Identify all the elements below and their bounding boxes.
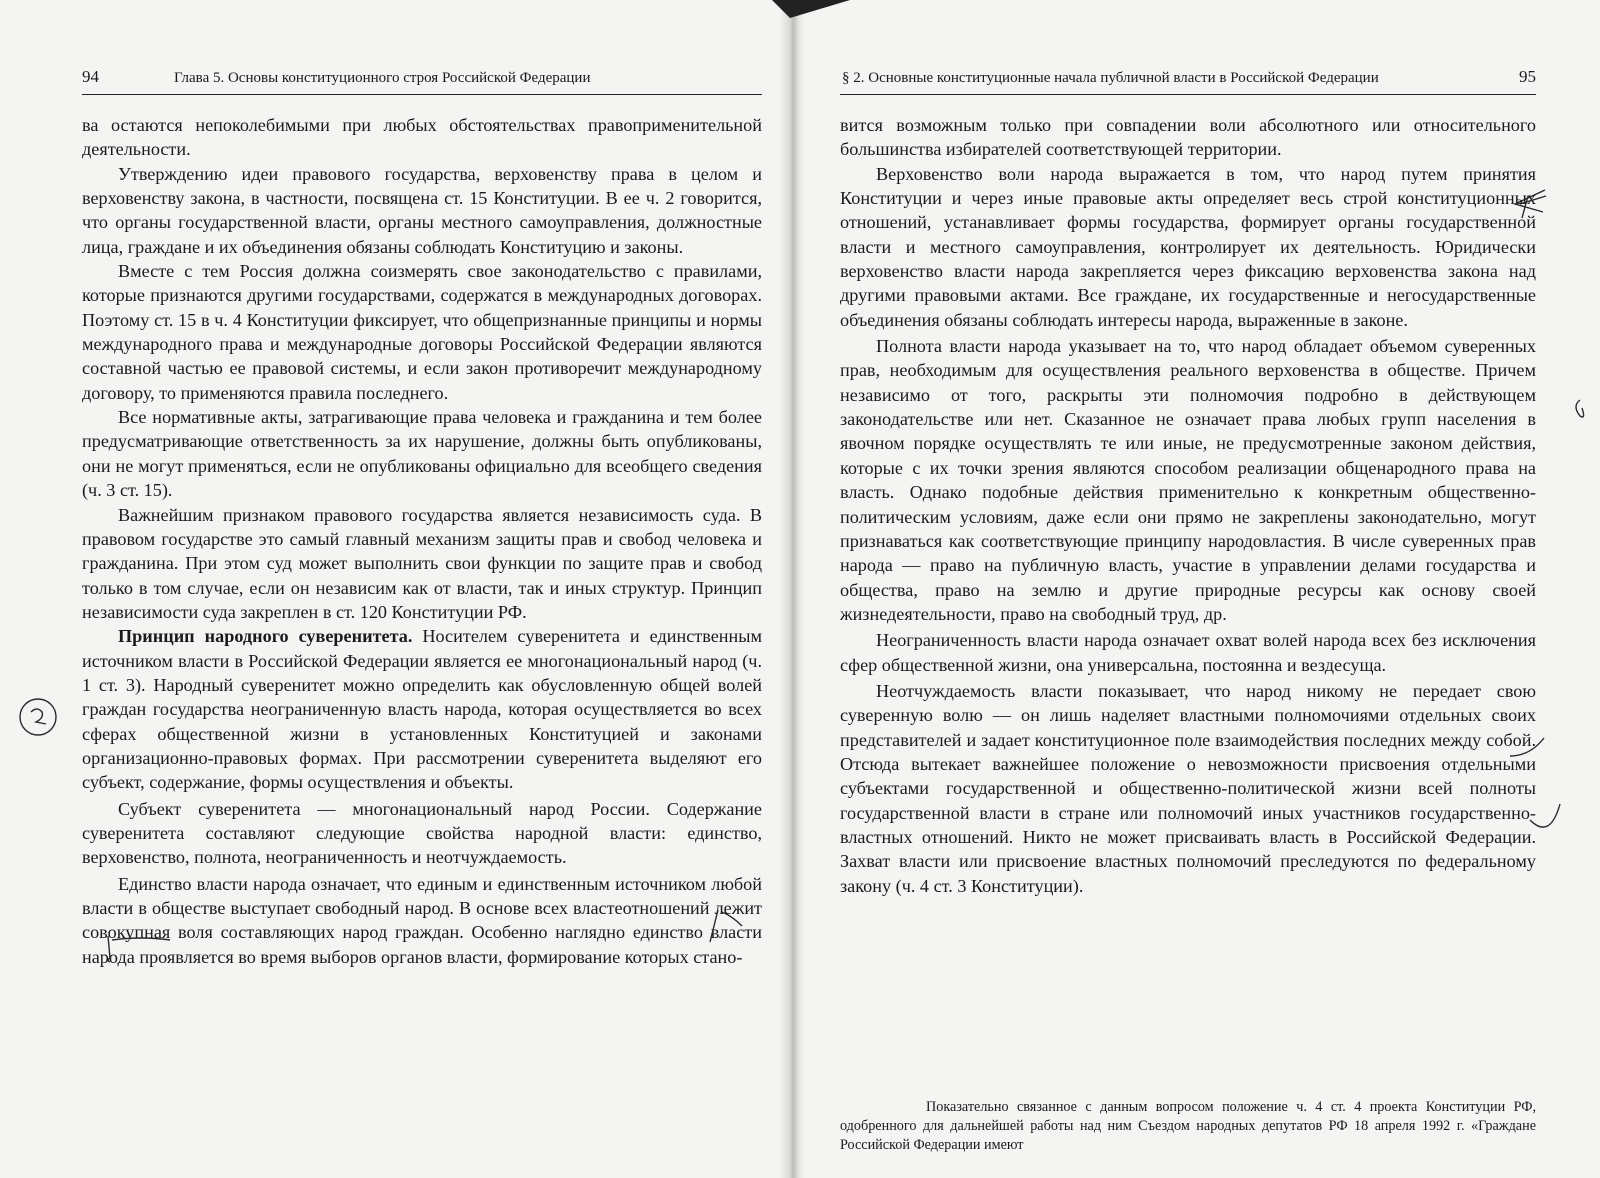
left-page-header xyxy=(82,66,762,95)
right-page-header xyxy=(840,66,1536,95)
paragraph: Важнейшим признаком правового государства является независимость суда. В правовом государстве это самый главный механизм защиты прав и свобод человека и гражданина. При этом суд может выполнить свои функции по защите прав и свобод только в том случае, если он независим как от власти, так и иных структур. Принцип независимости суда закреплен в ст. 120 Конституции РФ. xyxy=(82,504,762,622)
paragraph: Субъект суверенитета — многонациональный народ России. Содержание суверенитета составляют следующие свойства народной власти: единство, верховенство, полнота, неограниченность и неотчуждаемость. xyxy=(82,798,762,868)
paragraph: Все нормативные акты, затрагивающие права человека и гражданина и тем более предусматривающие ответственность за их нарушение, должны быть опубликованы, они не могут применяться, если не опубликованы официально для всеобщего сведения (ч. 3 ст. 15). xyxy=(82,407,762,501)
right-page-body xyxy=(840,113,1536,898)
paragraph-text: Носителем суверенитета и единственным источником власти в Российской Федерации является ее многонациональный народ (ч. 1 ст. 3). Народный суверенитет можно определить как обусловленную общей волей граждан государства неограниченную власть народа, которая осуществляется во всех сферах общественной жизни в установленных Конституцией и законами организационно-правовых формах. При рассмотрении суверенитета выделяют его субъект, содержание, формы осуществления и объекты. xyxy=(82,626,762,793)
paragraph: Верховенство воли народа выражается в том, что народ путем принятия Конституции и через иные правовые акты определяет весь строй конституционных отношений, устанавливает формы государства, формирует органы государственной власти и местного самоуправления, контролирует их деятельность. Юридически верховенство власти народа закрепляется через фиксацию верховенства закона над другими правовыми актами. Все граждане, их государственные и негосударственные объединения обязаны соблюдать интересы народа, выраженные в законе. xyxy=(840,163,1536,330)
right-page xyxy=(790,0,1600,1178)
paragraph: ва остаются непоколебимыми при любых обстоятельствах правоприменительной деятельности. xyxy=(82,115,762,160)
paragraph: Единство власти народа означает, что единым и единственным источником любой власти в обществе выступает свободный народ. В основе всех властеотношений лежит совокупная воля составляющих народ граждан. Особенно наглядно единство власти народа проявляется во время выборов органов власти, формирование которых стано- xyxy=(82,873,762,967)
paragraph: Вместе с тем Россия должна соизмерять свое законодательство с правилами, которые признаются другими государствами, содержатся в международных договорах. Поэтому ст. 15 в ч. 4 Конституции фиксирует, что общепризнанные принципы и нормы международного права и международные договоры Российской Федерации являются составной частью ее правовой системы, и если закон противоречит международному договору, то применяются правила последнего. xyxy=(82,261,762,403)
left-page-number: 94 xyxy=(82,67,99,86)
paragraph: вится возможным только при совпадении воли абсолютного или относительного большинства избирателей соответствующей территории. xyxy=(840,115,1536,160)
paragraph: Неограниченность власти народа означает охват волей народа всех без исключения сфер общественной жизни, она универсальна, постоянна и вездесуща. xyxy=(840,630,1536,675)
right-page-number: 95 xyxy=(1519,67,1536,86)
footnote xyxy=(840,1098,1536,1155)
paragraph: Неотчуждаемость власти показывает, что народ никому не передает свою суверенную волю — он лишь наделяет властными полномочиями отдельных своих представителей и задает конституционное поле взаимодействия последних между собой. Отсюда вытекает важнейшее положение о невозможности присвоения отдельными субъектами государственной и общественно-политической жизни всей полноты государственной власти в стране или полномочий иных участников государственно-властных отношений. Никто не может присваивать власть в Российской Федерации. Захват власти или присвоение властных полномочий преследуются по федеральному закону (ч. 4 ст. 3 Конституции). xyxy=(840,680,1536,896)
paragraph: Полнота власти народа указывает на то, что народ обладает объемом суверенных прав, необходимым для осуществления реального верховенства в обществе. Причем независимо от того, раскрыты эти полномочия подробно в действующем законодательстве или нет. Сказанное не означает права любых групп населения в явочном порядке осуществлять те или иные, не предусмотренные законом действия, которые с их точки зрения являются способом реализации общенародного права на власть. Однако подобные действия применительно к конкретным общественно-политическим условиям, даже если они прямо не закреплены законодательно, могут признаваться как соответствующие принципу народовластия. В числе суверенных прав народа — право на публичную власть, участие в управлении делами государства и общества, право на землю и другие природные ресурсы как основу своей жизнедеятельности, право на свободный труд, др. xyxy=(840,336,1536,624)
footnote-text: Показательно связанное с данным вопросом положение ч. 4 ст. 4 проекта Конституции РФ, одобренного для дальнейшей работы над ним Съездом народных депутатов РФ 18 апреля 1992 г. «Граждане Российской Федерации имеют xyxy=(840,1099,1536,1153)
left-page-body xyxy=(82,113,762,969)
paragraph-sovereignty xyxy=(82,624,762,794)
bold-lead: Принцип народного суверенитета. xyxy=(118,626,413,647)
left-page xyxy=(0,0,790,1178)
right-page-running-title: § 2. Основные конституционные начала публичной власти в Российской Федерации xyxy=(842,70,1379,86)
paragraph: Утверждению идеи правового государства, верховенству права в целом и верховенству закона, в частности, посвящена ст. 15 Конституции. В ее ч. 2 говорится, что органы государственной власти, органы местного самоуправления, должностные лица, граждане и их объединения обязаны соблюдать Конституцию и законы. xyxy=(82,163,762,257)
left-page-running-title: Глава 5. Основы конституционного строя Российской Федерации xyxy=(174,70,591,86)
